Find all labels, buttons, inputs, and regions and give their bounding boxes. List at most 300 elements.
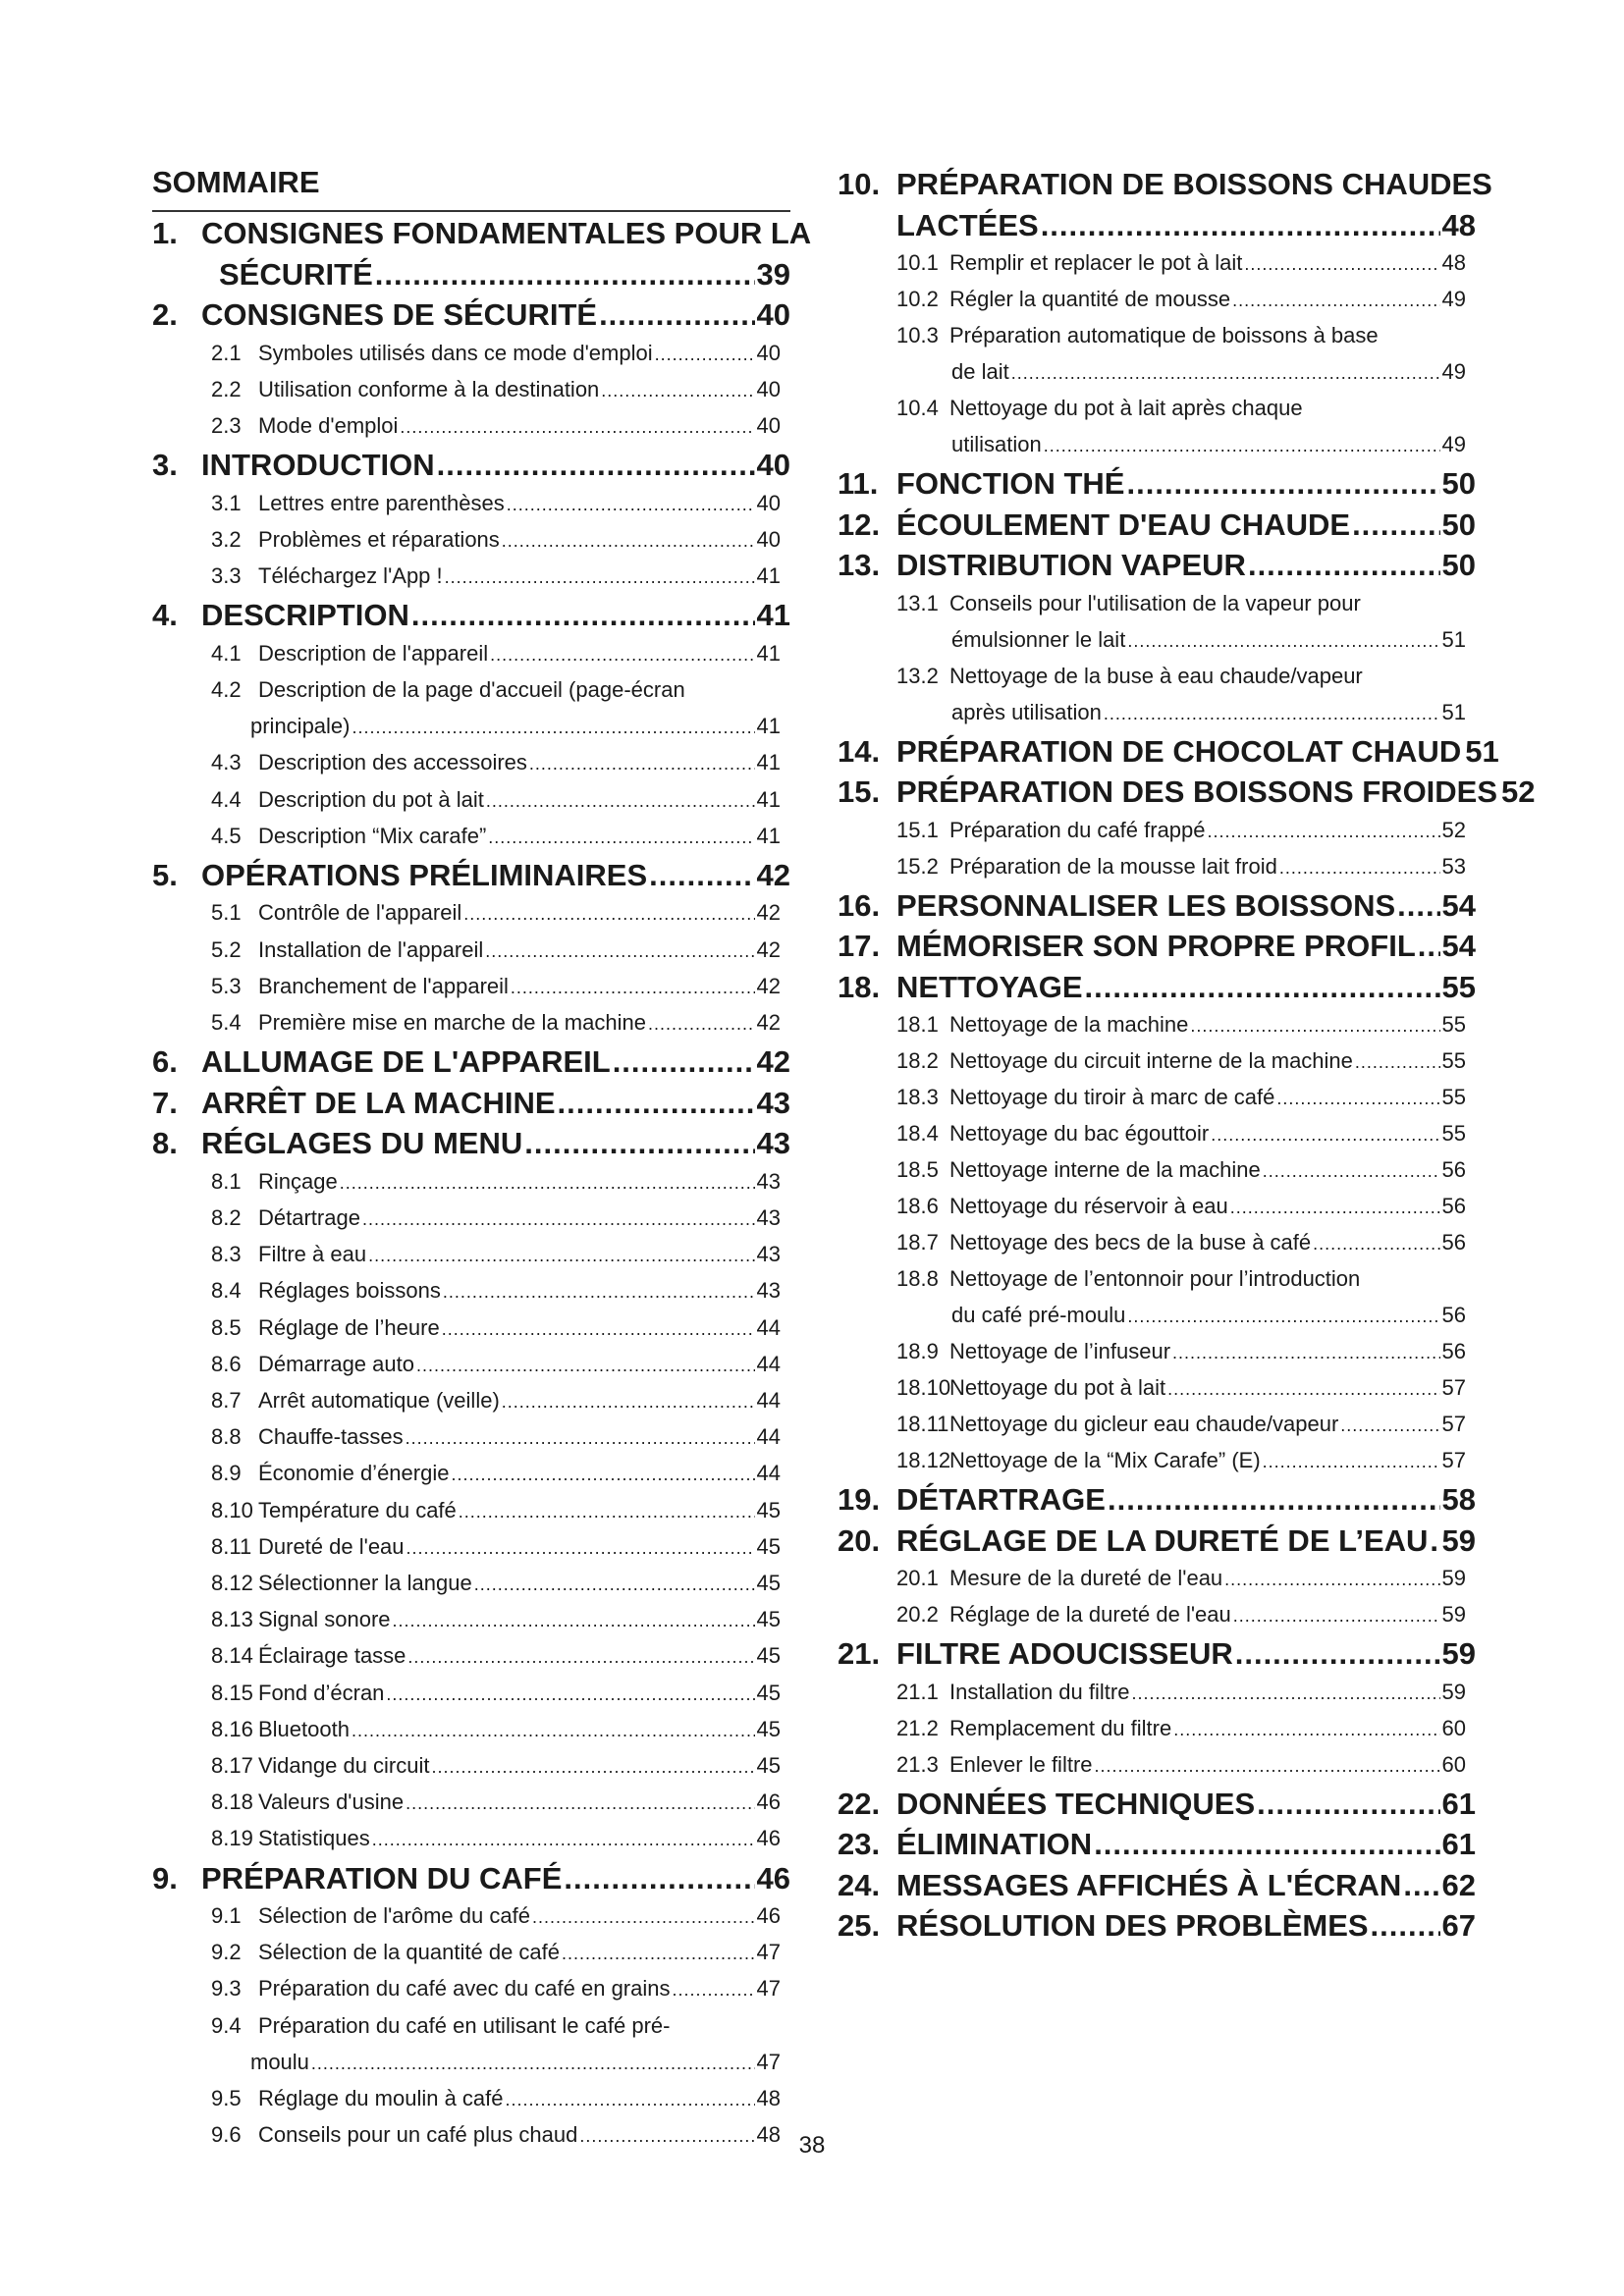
toc-entry-page: 42	[756, 973, 781, 998]
toc-section-entry[interactable]	[152, 1124, 790, 1163]
toc-entry-number: 10.4	[896, 396, 939, 420]
toc-section-entry[interactable]	[152, 446, 790, 485]
toc-subsection-entry[interactable]	[211, 673, 781, 707]
toc-entry-page: 42	[756, 936, 781, 962]
toc-dot-leader	[372, 1823, 755, 1856]
toc-entry-number: 8.	[152, 1126, 178, 1161]
toc-subsection-entry[interactable]	[896, 1044, 1466, 1078]
toc-section-entry[interactable]	[838, 732, 1499, 772]
toc-entry-page: 41	[756, 786, 781, 812]
toc-dot-leader	[1257, 1785, 1439, 1824]
toc-entry-page: 54	[1441, 887, 1476, 923]
toc-subsection-entry[interactable]	[211, 1274, 781, 1308]
toc-subsection-entry[interactable]	[896, 1335, 1466, 1368]
toc-entry-page: 45	[756, 1752, 781, 1778]
toc-entry-title-continued: de lait	[951, 359, 1009, 384]
toc-entry-number: 2.3	[211, 412, 242, 438]
toc-entry-number: 13.1	[896, 590, 939, 615]
toc-section-entry[interactable]	[152, 214, 812, 253]
toc-dot-leader	[1233, 1599, 1440, 1632]
toc-entry-number: 15.2	[896, 853, 939, 879]
toc-entry-title: Description “Mix carafe”	[258, 823, 487, 848]
toc-entry-number: 18.5	[896, 1157, 939, 1182]
toc-subsection-entry[interactable]	[211, 1457, 781, 1490]
toc-subsection-entry[interactable]	[211, 1165, 781, 1199]
toc-subsection-entry[interactable]	[211, 1494, 781, 1527]
toc-entry-number: 8.8	[211, 1424, 242, 1450]
toc-entry-page: 41	[756, 640, 781, 666]
toc-subsection-entry[interactable]	[896, 850, 1466, 883]
toc-dot-leader	[599, 295, 754, 335]
toc-entry-number: 10.	[838, 167, 881, 201]
toc-dot-leader	[1011, 356, 1440, 390]
toc-section-entry[interactable]	[838, 546, 1476, 585]
toc-entry-number: 17.	[838, 929, 881, 963]
toc-subsection-entry[interactable]	[896, 1008, 1466, 1041]
toc-subsection-entry[interactable]	[211, 1972, 781, 2005]
toc-entry-page: 42	[756, 1010, 781, 1035]
toc-entry-title: Valeurs d'usine	[258, 1789, 405, 1815]
toc-dot-leader	[474, 1568, 755, 1601]
toc-entry-page: 44	[756, 1351, 781, 1376]
toc-entry-title: Nettoyage interne de la machine	[949, 1157, 1261, 1182]
toc-entry-page: 59	[1441, 1566, 1466, 1590]
toc-entry-page: 43	[756, 1085, 790, 1120]
toc-subsection-entry[interactable]	[211, 783, 781, 817]
toc-subsection-entry[interactable]	[896, 1262, 1466, 1296]
toc-entry-number: 8.9	[211, 1461, 242, 1486]
toc-subsection-entry[interactable]	[211, 637, 781, 670]
toc-section-entry[interactable]	[152, 596, 790, 635]
toc-entry-number: 18.7	[896, 1230, 939, 1255]
toc-entry-page: 47	[756, 1940, 781, 1965]
toc-entry-title: Conseils pour un café plus chaud	[258, 2122, 578, 2148]
toc-entry-number: 21.3	[896, 1751, 939, 1777]
toc-entry-page: 43	[756, 1204, 781, 1230]
toc-entry-number: 15.1	[896, 817, 939, 842]
toc-entry-title: PRÉPARATION DE CHOCOLAT CHAUD	[896, 733, 1462, 769]
toc-dot-leader	[1094, 1825, 1439, 1864]
toc-dot-leader	[1397, 886, 1439, 926]
toc-entry-title: Installation du filtre	[949, 1679, 1130, 1704]
toc-subsection-entry[interactable]	[896, 587, 1466, 620]
toc-entry-continuation[interactable]	[896, 206, 1476, 245]
toc-entry-number: 9.2	[211, 1940, 242, 1965]
toc-subsection-entry[interactable]	[896, 1748, 1466, 1782]
toc-dot-leader	[1355, 1045, 1440, 1079]
toc-entry-title: RÉSOLUTION DES PROBLÈMES	[896, 1908, 1369, 1943]
toc-dot-leader	[1276, 1082, 1439, 1115]
toc-section-entry[interactable]	[152, 295, 790, 335]
toc-entry-continuation[interactable]	[250, 710, 781, 743]
toc-section-entry[interactable]	[838, 927, 1476, 966]
toc-entry-number: 8.15	[211, 1680, 253, 1705]
toc-subsection-entry[interactable]	[896, 1226, 1466, 1259]
toc-subsection-entry[interactable]	[896, 1444, 1466, 1477]
toc-section-entry[interactable]	[152, 856, 790, 895]
toc-section-entry[interactable]	[838, 968, 1476, 1007]
toc-entry-page: 45	[756, 1643, 781, 1669]
toc-entry-page: 44	[756, 1424, 781, 1450]
toc-entry-title: PRÉPARATION DES BOISSONS FROIDES	[896, 774, 1498, 809]
toc-entry-title: Nettoyage du réservoir à eau	[949, 1194, 1228, 1218]
toc-dot-leader	[502, 1385, 755, 1418]
toc-entry-number: 8.2	[211, 1204, 242, 1230]
toc-entry-page: 40	[756, 526, 781, 552]
toc-subsection-entry[interactable]	[211, 1603, 781, 1636]
toc-entry-number: 8.14	[211, 1643, 253, 1669]
toc-dot-leader	[1313, 1227, 1439, 1260]
toc-entry-number: 5.	[152, 857, 178, 892]
toc-entry-number: 8.18	[211, 1789, 253, 1815]
toc-dot-leader	[406, 1421, 755, 1455]
toc-subsection-entry[interactable]	[211, 1677, 781, 1710]
toc-dot-leader	[445, 561, 755, 594]
toc-entry-title: CONSIGNES DE SÉCURITÉ	[201, 297, 598, 332]
toc-section-entry[interactable]	[838, 1522, 1476, 1561]
toc-subsection-entry[interactable]	[211, 2009, 781, 2043]
toc-entry-page: 50	[1441, 507, 1476, 542]
toc-section-entry[interactable]	[838, 506, 1476, 545]
toc-entry-page: 53	[1441, 853, 1466, 879]
toc-entry-title: Filtre à eau	[258, 1242, 367, 1267]
toc-entry-number: 14.	[838, 733, 881, 769]
toc-entry-number: 16.	[838, 887, 881, 923]
toc-subsection-entry[interactable]	[211, 487, 781, 520]
toc-dot-leader	[1173, 1713, 1439, 1746]
toc-entry-page: 46	[756, 1826, 781, 1851]
toc-entry-number: 9.1	[211, 1903, 242, 1928]
toc-entry-title: OPÉRATIONS PRÉLIMINAIRES	[201, 857, 648, 892]
toc-section-entry[interactable]	[838, 773, 1536, 812]
toc-entry-title: ARRÊT DE LA MACHINE	[201, 1085, 556, 1120]
toc-entry-title-continued: après utilisation	[951, 699, 1102, 724]
toc-dot-leader	[1041, 206, 1440, 245]
toc-entry-page: 41	[756, 750, 781, 775]
toc-entry-title-continued: SÉCURITÉ	[219, 256, 373, 292]
toc-dot-leader	[506, 2083, 755, 2116]
toc-entry-title: Remplacement du filtre	[949, 1715, 1172, 1740]
toc-section-entry[interactable]	[838, 1785, 1476, 1824]
toc-subsection-entry[interactable]	[211, 1899, 781, 1933]
toc-section-entry[interactable]	[838, 1906, 1476, 1946]
toc-entry-title: Préparation de la mousse lait froid	[949, 853, 1277, 879]
toc-entry-page: 60	[1441, 1715, 1466, 1740]
toc-subsection-entry[interactable]	[211, 373, 781, 406]
toc-entry-number: 4.5	[211, 823, 242, 848]
toc-subsection-entry[interactable]	[211, 1201, 781, 1235]
toc-subsection-entry[interactable]	[211, 1238, 781, 1271]
toc-entry-title: Nettoyage du circuit interne de la machine	[949, 1048, 1353, 1073]
toc-subsection-entry[interactable]	[896, 1562, 1466, 1595]
toc-entry-title: Contrôle de l'appareil	[258, 900, 462, 926]
toc-dot-leader	[613, 1042, 755, 1082]
toc-dot-leader	[524, 1124, 754, 1163]
toc-entry-number: 4.4	[211, 786, 242, 812]
toc-dot-leader	[601, 374, 754, 407]
toc-entry-title-continued: utilisation	[951, 432, 1042, 456]
toc-entry-title: Statistiques	[258, 1826, 370, 1851]
toc-entry-number: 13.2	[896, 663, 939, 688]
toc-section-entry[interactable]	[152, 1084, 790, 1123]
toc-entry-number: 8.13	[211, 1607, 253, 1632]
toc-entry-title: Nettoyage de la machine	[949, 1012, 1189, 1037]
toc-entry-page: 55	[1441, 1085, 1466, 1109]
toc-entry-page: 47	[756, 1976, 781, 2002]
toc-entry-number: 23.	[838, 1827, 881, 1861]
toc-entry-title: Chauffe-tasses	[258, 1424, 404, 1450]
toc-entry-number: 5.2	[211, 936, 242, 962]
toc-dot-leader	[1230, 1191, 1440, 1224]
toc-entry-number: 8.4	[211, 1278, 242, 1304]
toc-entry-continuation[interactable]	[951, 1299, 1466, 1332]
toc-entry-page: 55	[1441, 1048, 1466, 1073]
toc-entry-number: 9.6	[211, 2122, 242, 2148]
toc-entry-page: 43	[756, 1168, 781, 1194]
toc-entry-page: 39	[756, 256, 790, 292]
toc-entry-title: Fond d’écran	[258, 1680, 385, 1705]
toc-entry-page: 62	[1441, 1867, 1476, 1902]
toc-entry-number: 8.3	[211, 1242, 242, 1267]
toc-entry-title: PRÉPARATION DE BOISSONS CHAUDES	[896, 167, 1492, 201]
toc-subsection-entry[interactable]	[211, 970, 781, 1003]
toc-subsection-entry[interactable]	[896, 283, 1466, 316]
toc-entry-number: 4.	[152, 598, 178, 633]
toc-entry-page: 55	[1441, 1012, 1466, 1037]
toc-entry-page: 52	[1441, 817, 1466, 842]
toc-entry-page: 45	[756, 1680, 781, 1705]
toc-entry-title: Description de la page d'accueil (page-écran	[258, 676, 685, 702]
toc-subsection-entry[interactable]	[211, 1384, 781, 1417]
toc-entry-title: Réglages boissons	[258, 1278, 441, 1304]
toc-dot-leader	[368, 1239, 754, 1272]
toc-entry-number: 4.3	[211, 750, 242, 775]
toc-subsection-entry[interactable]	[211, 1639, 781, 1673]
toc-dot-leader	[393, 1604, 755, 1637]
toc-subsection-entry[interactable]	[211, 820, 781, 853]
toc-entry-continuation[interactable]	[951, 696, 1466, 729]
toc-subsection-entry[interactable]	[211, 1348, 781, 1381]
toc-subsection-entry[interactable]	[211, 1530, 781, 1564]
toc-subsection-entry[interactable]	[211, 746, 781, 779]
toc-entry-title: Détartrage	[258, 1204, 360, 1230]
toc-entry-title: DONNÉES TECHNIQUES	[896, 1786, 1256, 1821]
toc-subsection-entry[interactable]	[211, 1749, 781, 1783]
toc-entry-number: 2.1	[211, 340, 242, 365]
toc-entry-continuation[interactable]	[250, 2046, 781, 2079]
toc-subsection-entry[interactable]	[896, 319, 1466, 352]
toc-subsection-entry[interactable]	[211, 1311, 781, 1345]
toc-entry-page: 48	[1441, 250, 1466, 275]
toc-dot-leader	[1340, 1409, 1439, 1442]
toc-dot-leader	[437, 446, 755, 485]
toc-dot-leader	[507, 488, 755, 521]
toc-subsection-entry[interactable]	[896, 1712, 1466, 1745]
toc-entry-number: 18.8	[896, 1266, 939, 1291]
toc-entry-number: 21.2	[896, 1715, 939, 1740]
toc-section-entry[interactable]	[838, 165, 1492, 204]
toc-entry-page: 43	[756, 1126, 790, 1161]
toc-entry-page: 43	[756, 1278, 781, 1304]
toc-subsection-entry[interactable]	[896, 1153, 1466, 1187]
toc-entry-number: 18.2	[896, 1048, 939, 1073]
toc-subsection-entry[interactable]	[211, 1786, 781, 1819]
toc-entry-number: 20.1	[896, 1566, 939, 1590]
toc-entry-number: 2.2	[211, 376, 242, 401]
toc-entry-number: 13.	[838, 548, 881, 582]
toc-entry-title: RÉGLAGES DU MENU	[201, 1126, 523, 1161]
toc-entry-number: 3.2	[211, 526, 242, 552]
toc-subsection-entry[interactable]	[211, 560, 781, 593]
toc-section-entry[interactable]	[838, 1866, 1476, 1905]
toc-subsection-entry[interactable]	[896, 246, 1466, 280]
toc-entry-number: 5.1	[211, 900, 242, 926]
toc-entry-number: 12.	[838, 507, 881, 542]
toc-entry-title: Signal sonore	[258, 1607, 391, 1632]
toc-subsection-entry[interactable]	[211, 1006, 781, 1040]
toc-subsection-entry[interactable]	[896, 660, 1466, 693]
toc-entry-page: 59	[1441, 1679, 1466, 1704]
toc-entry-number: 8.1	[211, 1168, 242, 1194]
toc-section-entry[interactable]	[838, 886, 1476, 926]
toc-dot-leader	[1235, 1634, 1440, 1674]
toc-dot-leader	[1167, 1372, 1439, 1406]
toc-entry-title: Nettoyage du bac égouttoir	[949, 1121, 1210, 1146]
toc-entry-continuation[interactable]	[951, 623, 1466, 657]
toc-subsection-entry[interactable]	[896, 1190, 1466, 1223]
toc-section-entry[interactable]	[152, 1042, 790, 1082]
toc-subsection-entry[interactable]	[211, 1420, 781, 1454]
toc-entry-page: 57	[1441, 1375, 1466, 1400]
toc-subsection-entry[interactable]	[211, 934, 781, 967]
toc-entry-number: 21.1	[896, 1679, 939, 1704]
toc-entry-page: 55	[1441, 969, 1476, 1004]
toc-dot-leader	[406, 1531, 755, 1565]
toc-entry-number: 3.3	[211, 563, 242, 588]
toc-subsection-entry[interactable]	[211, 523, 781, 557]
toc-dot-leader	[1279, 851, 1440, 884]
toc-entry-number: 2.	[152, 297, 178, 332]
toc-entry-number: 10.1	[896, 250, 939, 275]
toc-entry-number: 8.19	[211, 1826, 253, 1851]
toc-entry-title: Réglage de l’heure	[258, 1314, 440, 1340]
toc-dot-leader	[1044, 429, 1440, 462]
toc-dot-leader	[1263, 1154, 1440, 1188]
toc-entry-number: 18.11	[896, 1412, 949, 1436]
toc-entry-number: 8.11	[211, 1533, 252, 1559]
toc-entry-number: 18.6	[896, 1194, 939, 1218]
toc-entry-continuation[interactable]	[219, 255, 790, 294]
title-divider	[152, 210, 790, 212]
toc-entry-title: Symboles utilisés dans ce mode d'emploi	[258, 340, 653, 365]
toc-dot-leader	[502, 524, 755, 558]
toc-subsection-entry[interactable]	[896, 814, 1466, 847]
toc-entry-page: 56	[1441, 1230, 1466, 1255]
toc-entry-title: Réglage de la dureté de l'eau	[949, 1602, 1231, 1627]
toc-subsection-entry[interactable]	[211, 2082, 781, 2115]
toc-entry-number: 18.10	[896, 1375, 951, 1400]
toc-entry-title: Nettoyage du pot à lait après chaque	[949, 396, 1303, 420]
toc-entry-number: 3.	[152, 448, 178, 483]
toc-entry-number: 22.	[838, 1786, 881, 1821]
toc-entry-title: Économie d’énergie	[258, 1461, 450, 1486]
toc-entry-number: 8.6	[211, 1351, 242, 1376]
toc-entry-page: 42	[756, 857, 790, 892]
toc-entry-page: 45	[756, 1607, 781, 1632]
toc-entry-title: Remplir et replacer le pot à lait	[949, 250, 1243, 275]
toc-entry-number: 9.3	[211, 1976, 242, 2002]
toc-entry-title: Nettoyage du gicleur eau chaude/vapeur	[949, 1412, 1339, 1436]
toc-entry-title: Téléchargez l'App !	[258, 563, 443, 588]
toc-dot-leader	[558, 1084, 755, 1123]
toc-entry-title: Nettoyage de la buse à eau chaude/vapeur	[949, 663, 1363, 688]
toc-subsection-entry[interactable]	[211, 409, 781, 443]
toc-entry-page: 43	[756, 1242, 781, 1267]
toc-subsection-entry[interactable]	[896, 1598, 1466, 1631]
toc-dot-leader	[311, 2047, 755, 2080]
toc-entry-page: 59	[1441, 1602, 1466, 1627]
toc-dot-leader	[411, 596, 755, 635]
toc-section-entry[interactable]	[838, 464, 1476, 504]
toc-entry-continuation[interactable]	[951, 355, 1466, 389]
toc-entry-number: 20.2	[896, 1602, 939, 1627]
toc-entry-page: 48	[756, 2122, 781, 2148]
toc-entry-page: 40	[756, 376, 781, 401]
toc-subsection-entry[interactable]	[211, 896, 781, 930]
toc-subsection-entry[interactable]	[211, 1567, 781, 1600]
toc-entry-page: 61	[1441, 1827, 1476, 1861]
toc-entry-page: 45	[756, 1497, 781, 1522]
toc-entry-title: Nettoyage de l’infuseur	[949, 1339, 1171, 1363]
toc-section-entry[interactable]	[838, 1825, 1476, 1864]
toc-subsection-entry[interactable]	[896, 392, 1466, 425]
toc-entry-page: 40	[756, 448, 790, 483]
toc-dot-leader	[1095, 1749, 1440, 1783]
toc-section-entry[interactable]	[838, 1634, 1476, 1674]
toc-entry-title: Préparation du café frappé	[949, 817, 1206, 842]
toc-entry-page: 49	[1441, 287, 1466, 311]
toc-entry-title: Réglage du moulin à café	[258, 2086, 504, 2110]
toc-entry-number: 18.1	[896, 1012, 939, 1037]
toc-entry-page: 60	[1441, 1751, 1466, 1777]
toc-subsection-entry[interactable]	[896, 1081, 1466, 1114]
toc-entry-title: Conseils pour l'utilisation de la vapeur pour	[949, 590, 1361, 615]
toc-entry-page: 40	[756, 412, 781, 438]
toc-entry-continuation[interactable]	[951, 428, 1466, 461]
toc-entry-page: 45	[756, 1570, 781, 1595]
toc-entry-page: 51	[1441, 699, 1466, 724]
toc-subsection-entry[interactable]	[896, 1408, 1466, 1441]
toc-section-entry[interactable]	[838, 1480, 1476, 1520]
toc-subsection-entry[interactable]	[211, 1713, 781, 1746]
toc-entry-number: 9.4	[211, 2012, 242, 2038]
toc-subsection-entry[interactable]	[896, 1371, 1466, 1405]
toc-subsection-entry[interactable]	[211, 1822, 781, 1855]
toc-entry-title: Bluetooth	[258, 1716, 350, 1741]
toc-dot-leader	[1127, 624, 1439, 658]
toc-subsection-entry[interactable]	[211, 337, 781, 370]
toc-subsection-entry[interactable]	[211, 1936, 781, 1969]
toc-entry-number: 8.5	[211, 1314, 242, 1340]
toc-dot-leader	[1418, 927, 1440, 966]
toc-subsection-entry[interactable]	[896, 1117, 1466, 1150]
toc-entry-title: PERSONNALISER LES BOISSONS	[896, 887, 1396, 923]
toc-dot-leader	[488, 821, 754, 854]
toc-section-entry[interactable]	[152, 1859, 790, 1898]
toc-dot-leader	[1172, 1336, 1439, 1369]
toc-subsection-entry[interactable]	[896, 1676, 1466, 1709]
toc-entry-number: 8.17	[211, 1752, 253, 1778]
